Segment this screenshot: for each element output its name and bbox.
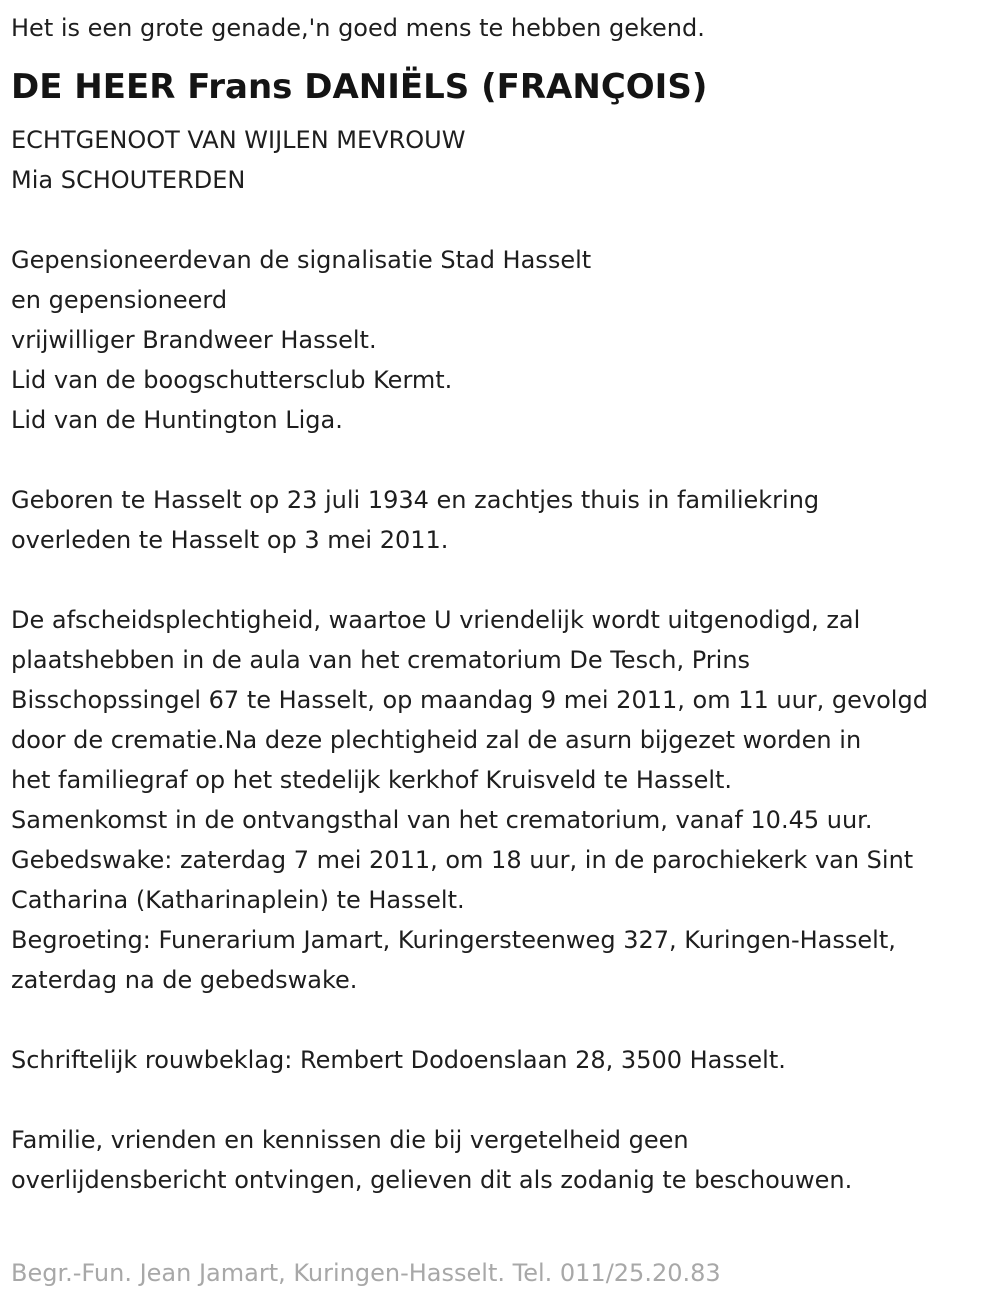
ceremony-line: Begroeting: Funerarium Jamart, Kuringersteenweg 327, Kuringen-Hasselt,: [11, 926, 896, 954]
life-line: Geboren te Hasselt op 23 juli 1934 en zachtjes thuis in familiekring: [11, 486, 820, 514]
career-line: Gepensioneerdevan de signalisatie Stad Hasselt: [11, 246, 592, 274]
spouse-block: [11, 120, 1000, 200]
notice-line: Familie, vrienden en kennissen die bij vergetelheid geen: [11, 1126, 689, 1154]
spouse-line: Mia SCHOUTERDEN: [11, 166, 246, 194]
life-dates-block: [11, 480, 1000, 560]
funeral-home-footer: Begr.-Fun. Jean Jamart, Kuringen-Hasselt. Tel. 011/25.20.83: [11, 1259, 721, 1287]
ceremony-line: zaterdag na de gebedswake.: [11, 966, 358, 994]
spacer: [11, 1080, 1000, 1120]
ceremony-line: Catharina (Katharinaplein) te Hasselt.: [11, 886, 465, 914]
spouse-line: ECHTGENOOT VAN WIJLEN MEVROUW: [11, 126, 466, 154]
ceremony-line: door de crematie.Na deze plechtigheid zal de asurn bijgezet worden in: [11, 726, 862, 754]
ceremony-line: Bisschopssingel 67 te Hasselt, op maandag 9 mei 2011, om 11 uur, gevolgd: [11, 686, 928, 714]
spacer: [11, 200, 1000, 240]
spacer: [11, 440, 1000, 480]
spacer: [11, 560, 1000, 600]
life-line: overleden te Hasselt op 3 mei 2011.: [11, 526, 449, 554]
career-line: vrijwilliger Brandweer Hasselt.: [11, 326, 377, 354]
ceremony-line: Gebedswake: zaterdag 7 mei 2011, om 18 uur, in de parochiekerk van Sint: [11, 846, 914, 874]
ceremony-line: het familiegraf op het stedelijk kerkhof Kruisveld te Hasselt.: [11, 766, 733, 794]
ceremony-block: [11, 600, 1000, 1000]
spacer: [11, 1000, 1000, 1040]
notice-block: [11, 1120, 1000, 1200]
career-line: Lid van de boogschuttersclub Kermt.: [11, 366, 453, 394]
career-block: [11, 240, 1000, 440]
notice-line: overlijdensbericht ontvingen, gelieven dit als zodanig te beschouwen.: [11, 1166, 853, 1194]
ceremony-line: plaatshebben in de aula van het crematorium De Tesch, Prins: [11, 646, 751, 674]
condolences-address: Schriftelijk rouwbeklag: Rembert Dodoenslaan 28, 3500 Hasselt.: [11, 1046, 786, 1074]
intro-quote: Het is een grote genade,'n goed mens te hebben gekend.: [11, 14, 705, 42]
deceased-name: DE HEER Frans DANIËLS (FRANÇOIS): [11, 67, 708, 107]
career-line: Lid van de Huntington Liga.: [11, 406, 343, 434]
ceremony-line: Samenkomst in de ontvangsthal van het crematorium, vanaf 10.45 uur.: [11, 806, 873, 834]
career-line: en gepensioneerd: [11, 286, 228, 314]
ceremony-line: De afscheidsplechtigheid, waartoe U vriendelijk wordt uitgenodigd, zal: [11, 606, 861, 634]
